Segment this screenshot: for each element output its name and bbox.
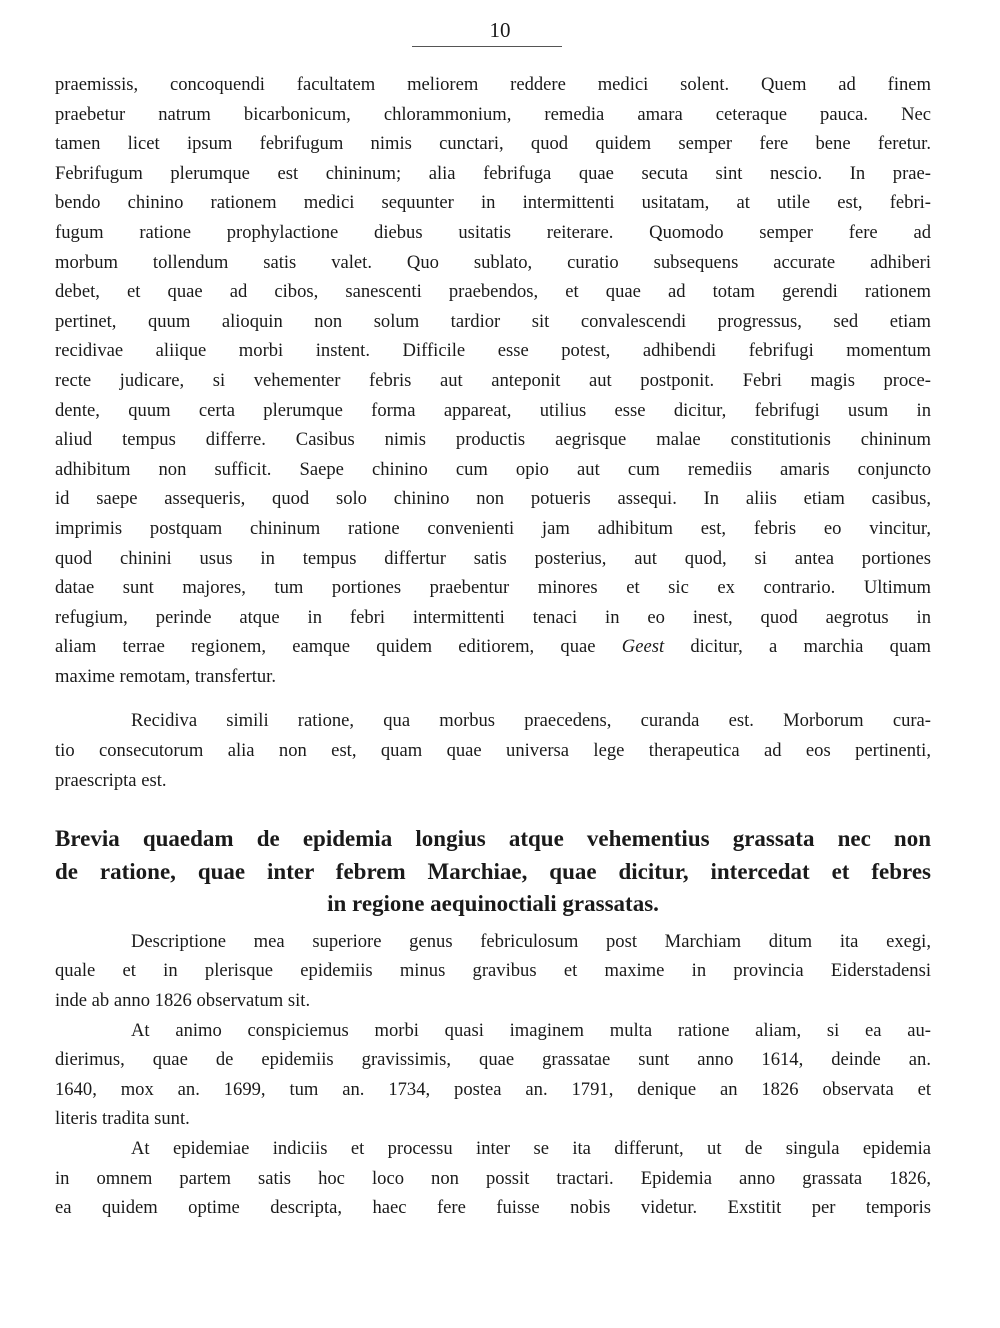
text-line: bendo chinino rationem medici sequunter in intermittenti usitatam, at utile est, febri- [55,192,931,214]
header-rule [412,46,562,47]
text-line: refugium, perinde atque in febri intermittenti tenaci in eo inest, quod aegrotus in [55,606,931,628]
text-line: recte judicare, si vehementer febris aut anteponit aut postponit. Febri magis proce- [55,369,931,391]
text-line: Recidiva simili ratione, qua morbus praecedens, curanda est. Morborum cura- [131,710,931,732]
text-line: quod chinini usus in tempus differtur satis posterius, aut quod, si antea portiones [55,547,931,569]
text-line: tio consecutorum alia non est, quam quae universa lege therapeutica ad eos pertinenti, [55,740,931,762]
text-line: debet, et quae ad cibos, sanescenti praebendos, et quae ad totam gerendi rationem [55,281,931,303]
text-line: 1640, mox an. 1699, tum an. 1734, postea an. 1791, denique an 1826 observata et [55,1078,931,1100]
italic-term: Geest [621,636,665,658]
text-line: dierimus, quae de epidemiis gravissimis, quae grassatae sunt anno 1614, deinde an. [55,1049,931,1071]
text-line-mixed [55,632,931,662]
heading-line: de ratione, quae inter febrem Marchiae, quae dicitur, intercedat et febres [55,858,931,884]
text-line: literis tradita sunt. [55,1108,190,1130]
heading-line: in regione aequinoctiali grassatas. [327,891,659,917]
section-paragraph-3 [55,1134,931,1223]
text-line: recidivae aliique morbi instent. Difficile esse potest, adhibendi febrifugi momentum [55,340,931,362]
text-line: quale et in plerisque epidemiis minus gravibus et maxime in provincia Eiderstadensi [55,960,931,982]
text-line: datae sunt majores, tum portiones praebentur minores et sic ex contrario. Ultimum [55,577,931,599]
text-segment: aliam terrae regionem, eamque quidem editiorem, quae [55,636,596,658]
section-heading [55,823,931,921]
text-line: maxime remotam, transfertur. [55,665,276,687]
text-line: imprimis postquam chininum ratione convenienti jam adhibitum est, febris eo vincitur, [55,517,931,539]
text-line: Febrifugum plerumque est chininum; alia febrifuga quae secuta sint nescio. In prae- [55,162,931,184]
section-paragraph-1 [55,927,931,1016]
text-line: At epidemiae indiciis et processu inter se ita differunt, ut de singula epidemia [131,1137,931,1159]
text-line: in omnem partem satis hoc loco non possit tractari. Epidemia anno grassata 1826, [55,1167,931,1189]
text-line: aliud tempus differre. Casibus nimis productis aegrisque malae constitutionis chininum [55,429,931,451]
text-line: tamen licet ipsum febrifugum nimis cunctari, quod quidem semper fere bene feretur. [55,133,931,155]
text-line: praebetur natrum bicarbonicum, chlorammonium, remedia amara ceteraque pauca. Nec [55,103,931,125]
text-line: Descriptione mea superiore genus febriculosum post Marchiam ditum ita exegi, [131,930,931,952]
section-paragraph-2 [55,1016,931,1134]
text-line: At animo conspiciemus morbi quasi imaginem multa ratione aliam, si ea au- [131,1019,931,1041]
text-line: pertinet, quum alioquin non solum tardior sit convalescendi progressus, sed etiam [55,310,931,332]
page-number: 10 [489,18,511,42]
text-line: dente, quum certa plerumque forma appareat, utilius esse dicitur, febrifugi usum in [55,399,931,421]
paragraph-1 [55,70,931,691]
text-line: adhibitum non sufficit. Saepe chinino cum opio aut cum remediis amaris conjuncto [55,458,931,480]
text-line: praemissis, concoquendi facultatem meliorem reddere medici solent. Quem ad finem [55,74,931,95]
page-body [55,70,931,1223]
text-line: inde ab anno 1826 observatum sit. [55,989,311,1011]
text-line: fugum ratione prophylactione diebus usitatis reiterare. Quomodo semper fere ad [55,221,931,243]
text-line: id saepe assequeris, quod solo chinino non potueris assequi. In aliis etiam casibus, [55,488,931,510]
text-line: ea quidem optime descripta, haec fere fuisse nobis videtur. Exstitit per temporis [55,1197,931,1219]
text-segment: dicitur, a marchia quam [690,636,931,658]
heading-line: Brevia quaedam de epidemia longius atque vehementius grassata nec non [55,826,931,852]
text-line: praescripta est. [55,769,167,791]
paragraph-2 [55,706,931,795]
text-line: morbum tollendum satis valet. Quo sublato, curatio subsequens accurate adhiberi [55,251,931,273]
